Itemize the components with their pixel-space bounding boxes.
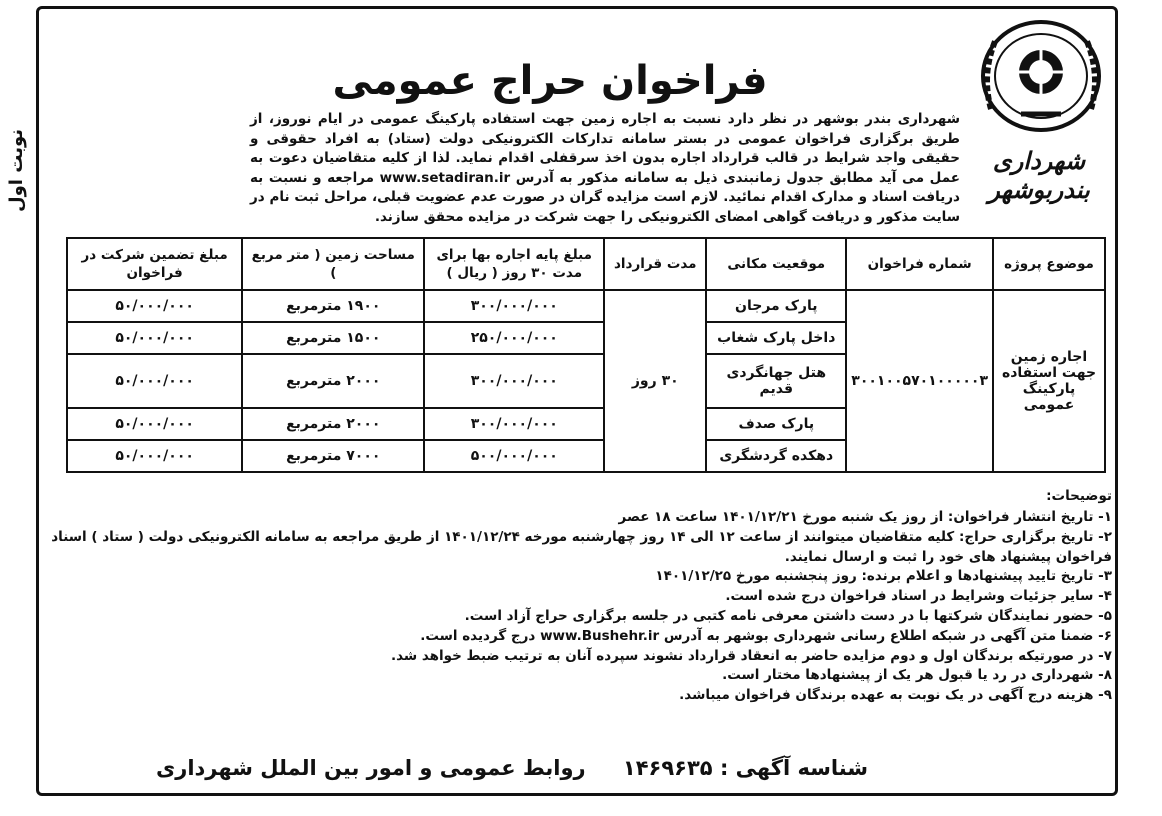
guarantee-cell: ۵۰/۰۰۰/۰۰۰ (67, 290, 242, 322)
tender-number-cell: ۳۰۰۱۰۰۵۷۰۱۰۰۰۰۰۳ (846, 290, 993, 472)
subject-cell: اجاره زمین جهت استفاده پارکینگ عمومی (993, 290, 1105, 472)
note-item: ۳- تاریخ تایید پیشنهادها و اعلام برنده: روز پنجشنبه مورخ ۱۴۰۱/۱۲/۲۵ (655, 568, 1112, 585)
col-duration-header: مدت قرارداد (604, 238, 706, 290)
price-cell: ۳۰۰/۰۰۰/۰۰۰ (424, 290, 604, 322)
location-cell: دهکده گردشگری (706, 440, 846, 472)
table-header-row (67, 238, 1105, 290)
guarantee-cell: ۵۰/۰۰۰/۰۰۰ (67, 354, 242, 409)
note-item: ۲- تاریخ برگزاری حراج: کلیه متقاضیان میتوانند از ساعت ۱۲ الی ۱۴ روز چهارشنبه مورخه ۱۴۰۱/۱۲/۲۴ از طریق مراجعه به سامانه الکترونیکی دولت ( ستاد ) اسناد فراخوان پیشنهاد های خود را ثبت و ارسال نمایند. (51, 528, 1112, 565)
price-cell: ۵۰۰/۰۰۰/۰۰۰ (424, 440, 604, 472)
area-cell: ۲۰۰۰ مترمربع (242, 354, 424, 409)
col-subject-header: موضوع پروژه (993, 238, 1105, 290)
logo-caption: شهرداری بندربوشهر (988, 146, 1090, 204)
table-row (67, 290, 1105, 322)
department-signature: روابط عمومی و امور بین الملل شهرداری (156, 756, 586, 780)
location-cell: پارک مرجان (706, 290, 846, 322)
area-cell: ۱۵۰۰ مترمربع (242, 322, 424, 354)
guarantee-cell: ۵۰/۰۰۰/۰۰۰ (67, 408, 242, 440)
intro-paragraph: شهرداری بندر بوشهر در نظر دارد نسبت به اجاره زمین جهت استفاده پارکینگ عمومی در ایام نوروز، از طریق برگزاری فراخوان عمومی در بستر سامانه تدارکات الکترونیکی دولت (ستاد) به افراد حقوقی و حقیقی واجد شرایط در قالب قرارداد اجاره بدون اخذ سرقفلی اقدام نماید. لذا از کلیه متقاضیان دعوت به عمل می آید مطابق جدول زمانبندی ذیل به سامانه مذکور به آدرس www.setadiran.ir مراجعه و نسبت به دریافت اسناد و مدارک اقدام نمائید. لازم است مزایده گران در صورت عدم عضویت قبلی، مراحل ثبت نام در سایت مذکور و دریافت گواهی امضای الکترونیکی را جهت شرکت در مزایده محقق سازند. (250, 111, 960, 225)
area-cell: ۱۹۰۰ مترمربع (242, 290, 424, 322)
location-cell: هتل جهانگردی قدیم (706, 354, 846, 409)
page-title: فراخوان حراج عمومی (332, 58, 768, 104)
notes-list (48, 508, 1112, 706)
tender-table (66, 237, 1106, 473)
note-item: ۸- شهرداری در رد یا قبول هر یک از پیشنهادها مختار است. (722, 667, 1112, 684)
price-cell: ۲۵۰/۰۰۰/۰۰۰ (424, 322, 604, 354)
duration-cell: ۳۰ روز (604, 290, 706, 472)
col-location-header: موقعیت مکانی (706, 238, 846, 290)
note-item: ۶- ضمنا متن آگهی در شبکه اطلاع رسانی شهرداری بوشهر به آدرس www.Bushehr.ir درج گردیده است. (420, 627, 1112, 644)
guarantee-cell: ۵۰/۰۰۰/۰۰۰ (67, 440, 242, 472)
note-item: ۷- در صورتیکه برندگان اول و دوم مزایده حاضر به انعقاد قرارداد نشوند سپرده آنان به ترتیب ضبط خواهد شد. (390, 647, 1112, 664)
col-tender-number-header: شماره فراخوان (846, 238, 993, 290)
municipality-logo (966, 14, 1116, 134)
price-cell: ۳۰۰/۰۰۰/۰۰۰ (424, 354, 604, 409)
col-area-header: مساحت زمین ( متر مربع ) (242, 238, 424, 290)
notes-heading: توضیحات: (1046, 488, 1112, 504)
area-cell: ۷۰۰۰ مترمربع (242, 440, 424, 472)
area-cell: ۲۰۰۰ مترمربع (242, 408, 424, 440)
location-cell: داخل پارک شغاب (706, 322, 846, 354)
emblem-icon (971, 14, 1111, 134)
price-cell: ۳۰۰/۰۰۰/۰۰۰ (424, 408, 604, 440)
note-item: ۴- سایر جزئیات وشرایط در اسناد فراخوان درج شده است. (725, 588, 1112, 605)
note-item: ۹- هزینه درج آگهی در یک نوبت به عهده برندگان فراخوان میباشد. (679, 687, 1112, 704)
note-item: ۱- تاریخ انتشار فراخوان: از روز یک شنبه مورخ ۱۴۰۱/۱۲/۲۱ ساعت ۱۸ عصر (618, 509, 1112, 525)
col-price-header: مبلغ پایه اجاره بها برای مدت ۳۰ روز ( ریال ) (424, 238, 604, 290)
side-label (2, 110, 32, 230)
location-cell: پارک صدف (706, 408, 846, 440)
side-label-text: نوبت اول (6, 128, 28, 212)
ad-id: شناسه آگهی : ۱۴۶۹۶۳۵ (622, 756, 868, 780)
col-guarantee-header: مبلغ تضمین شرکت در فراخوان (67, 238, 242, 290)
note-item: ۵- حضور نمایندگان شرکتها با در دست داشتن معرفی نامه کتبی در جلسه برگزاری حراج آزاد است. (464, 607, 1112, 624)
guarantee-cell: ۵۰/۰۰۰/۰۰۰ (67, 322, 242, 354)
